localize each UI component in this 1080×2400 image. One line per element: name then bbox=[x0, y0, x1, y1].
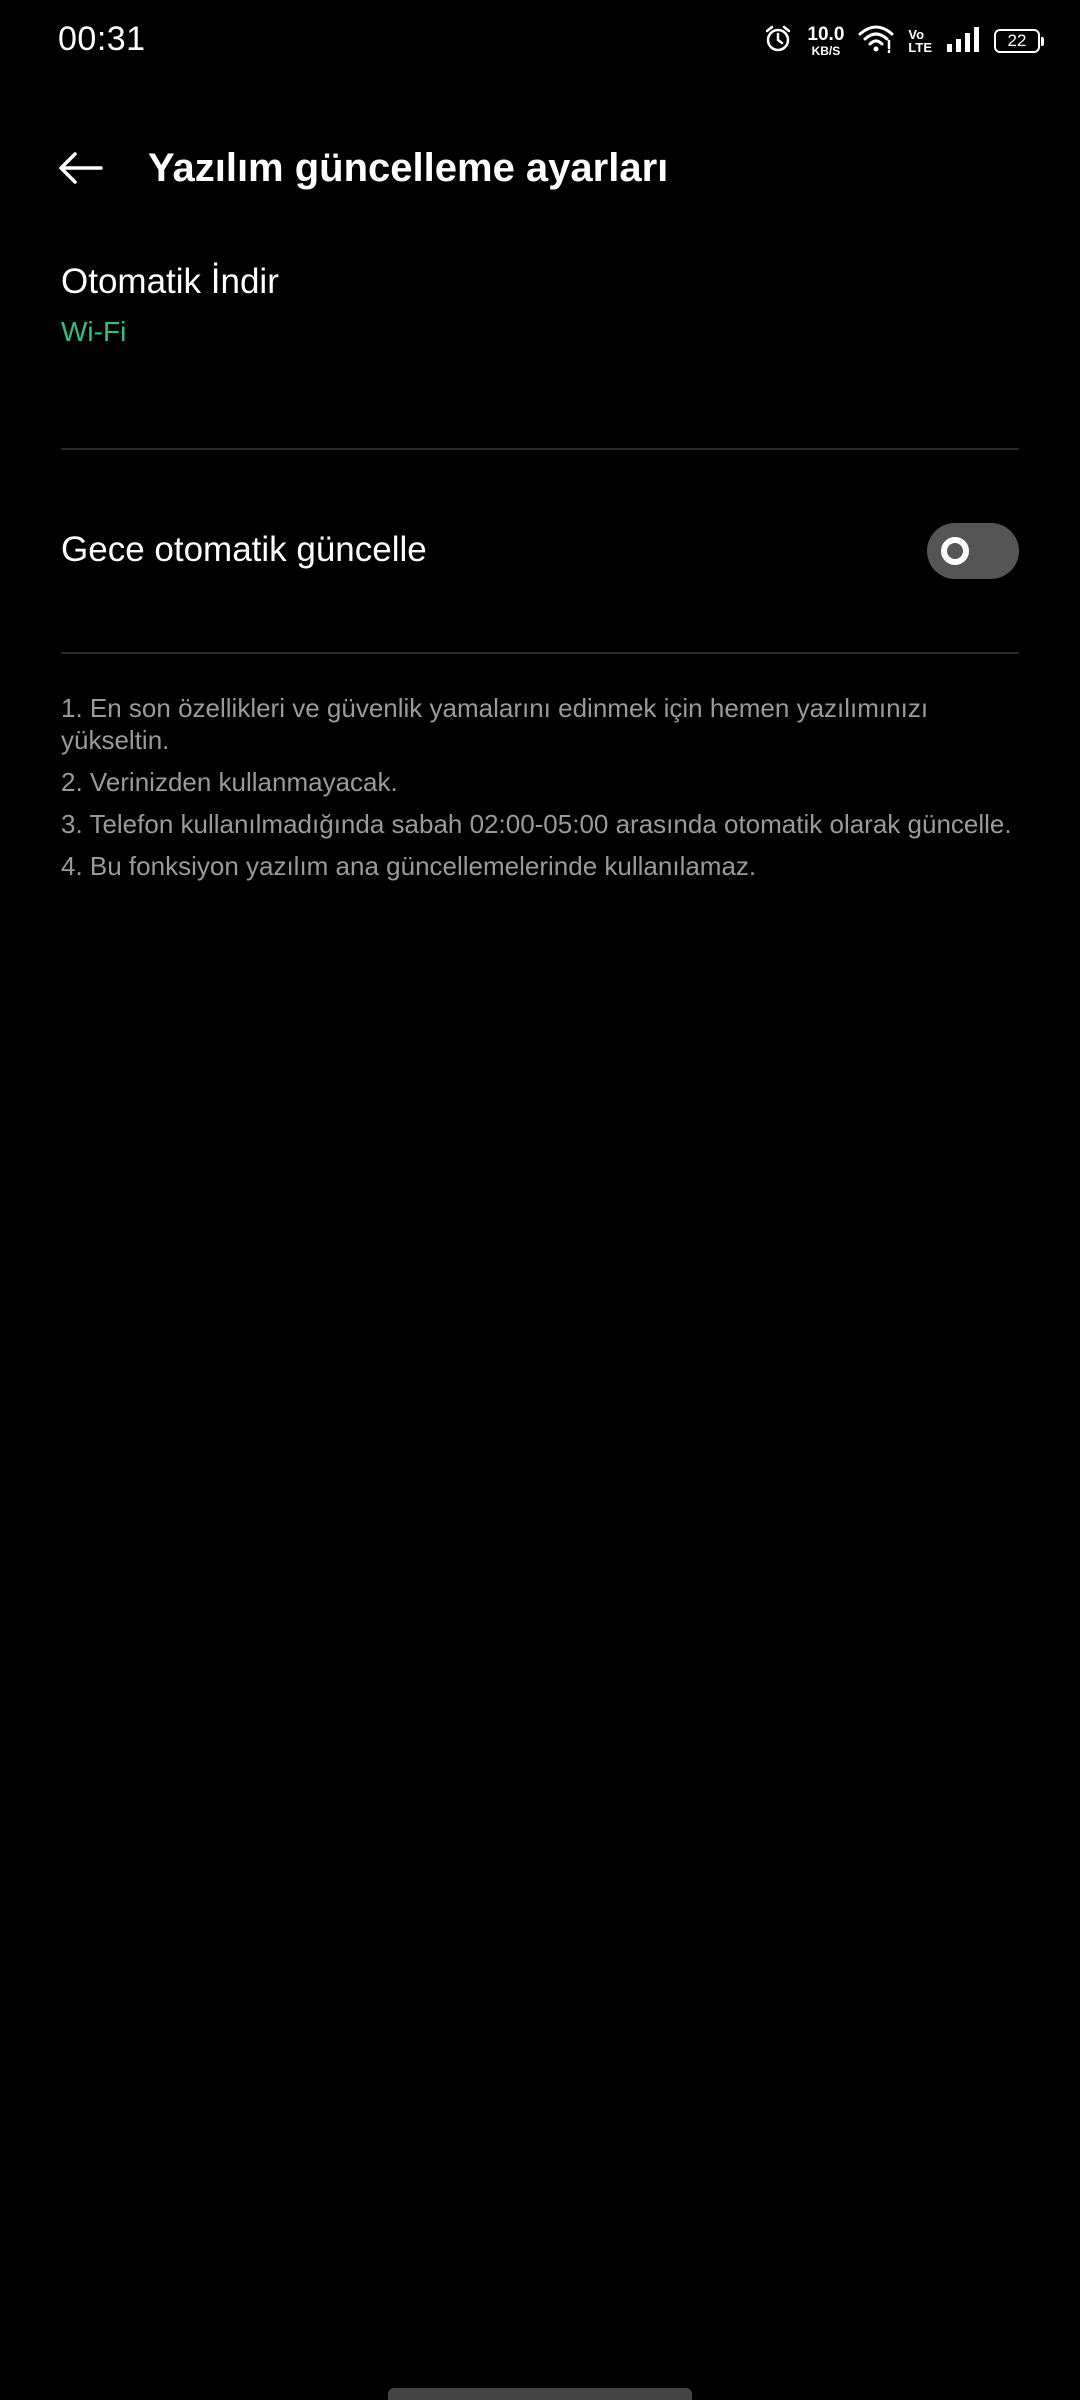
divider bbox=[61, 448, 1019, 450]
battery-level: 22 bbox=[1007, 31, 1027, 50]
page-title: Yazılım güncelleme ayarları bbox=[148, 146, 669, 190]
volte-icon bbox=[908, 28, 932, 54]
toggle-knob bbox=[941, 537, 969, 565]
info-note: 2. Verinizden kullanmayacak. bbox=[61, 767, 398, 797]
signal-icon bbox=[946, 26, 980, 57]
app-bar bbox=[0, 120, 1080, 224]
network-speed-unit: KB/S bbox=[811, 44, 841, 58]
status-bar bbox=[0, 0, 1080, 80]
night-update-setting[interactable] bbox=[61, 500, 1019, 610]
divider bbox=[61, 652, 1019, 654]
wifi-icon bbox=[858, 24, 894, 59]
info-notes bbox=[61, 692, 1019, 892]
info-note: 3. Telefon kullanılmadığında sabah 02:00-05:00 arasında otomatik olarak güncelle. bbox=[61, 809, 1012, 839]
volte-bottom-label: LTE bbox=[908, 40, 932, 55]
auto-download-value: Wi-Fi bbox=[61, 316, 127, 347]
status-time: 00:31 bbox=[58, 20, 146, 58]
back-button[interactable] bbox=[50, 140, 110, 200]
back-arrow-icon bbox=[57, 151, 103, 190]
volte-top-label: Vo bbox=[908, 27, 925, 42]
info-note: 4. Bu fonksiyon yazılım ana güncellemelerinde kullanılamaz. bbox=[61, 851, 757, 881]
alarm-icon bbox=[763, 24, 793, 59]
night-update-toggle[interactable] bbox=[927, 523, 1019, 579]
network-speed-value: 10.0 bbox=[807, 24, 845, 45]
network-speed bbox=[807, 25, 844, 57]
auto-download-setting[interactable] bbox=[61, 262, 1019, 450]
info-note: 1. En son özellikleri ve güvenlik yamalarını edinmek için hemen yazılımınızı yükseltin. bbox=[61, 693, 929, 755]
battery-icon bbox=[994, 29, 1040, 53]
auto-download-title: Otomatik İndir bbox=[61, 262, 279, 301]
night-update-title: Gece otomatik güncelle bbox=[61, 530, 427, 569]
status-icons bbox=[763, 18, 1040, 64]
home-indicator[interactable] bbox=[388, 2388, 692, 2400]
